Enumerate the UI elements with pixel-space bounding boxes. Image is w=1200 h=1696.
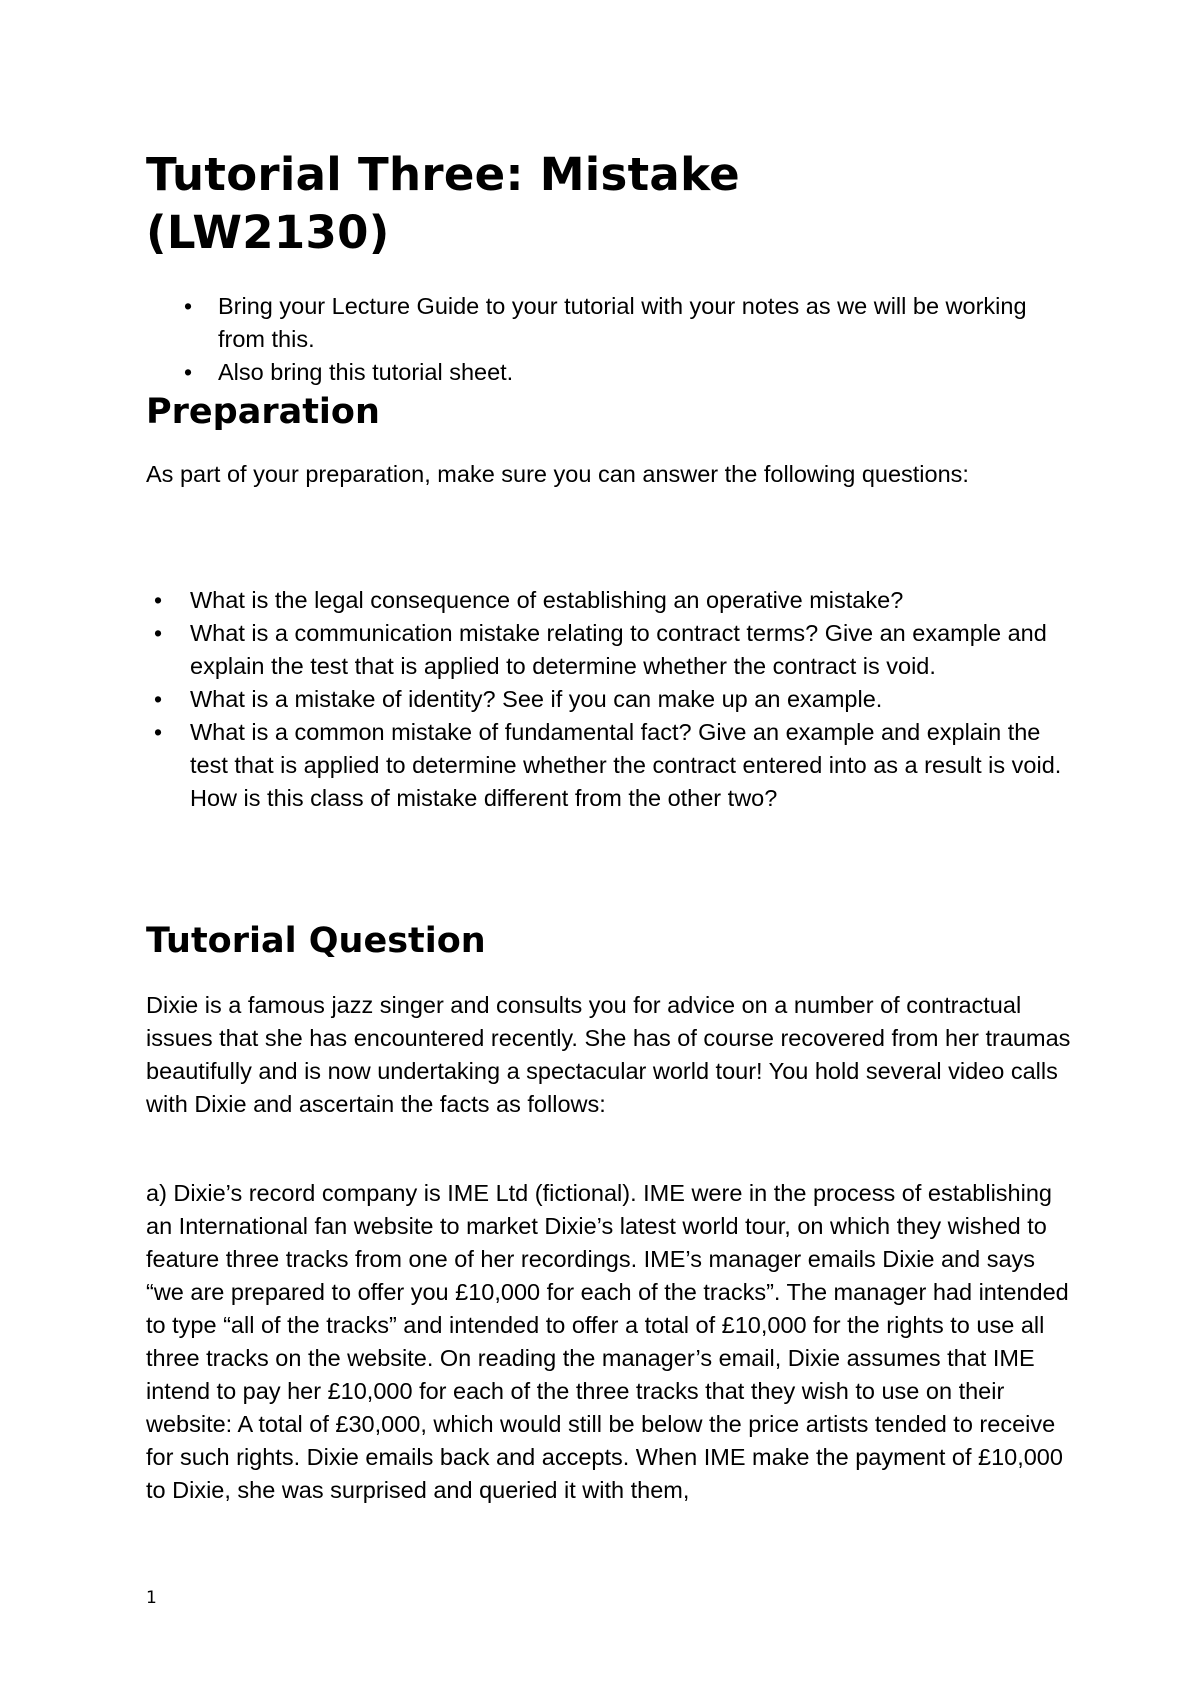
list-item-text: What is a communication mistake relating to contract terms? Give an example and explain the test that is applied to determine whether the contract is void. [190,620,1047,679]
preparation-lead: As part of your preparation, make sure you can answer the following questions: [146,461,969,487]
bullet-icon: • [154,719,163,745]
list-item-text: What is a mistake of identity? See if you can make up an example. [190,686,883,712]
tutorial-question-intro: Dixie is a famous jazz singer and consults you for advice on a number of contractual issues that she has encountered recently. She has of course recovered from her traumas beautifully and is now undertaking a spectacular world tour! You hold several video calls with Dixie and ascertain the facts as follows: [146,992,1071,1117]
list-item-text: Bring your Lecture Guide to your tutorial with your notes as we will be working from this. [218,293,1027,352]
document-title: Tutorial Three: Mistake (LW2130) [146,148,740,259]
bullet-icon: • [154,686,163,712]
bullet-icon: • [184,293,193,319]
list-item [146,617,1076,683]
bullet-icon: • [154,620,163,646]
page-number: 1 [146,1588,157,1608]
list-item-text: What is the legal consequence of establishing an operative mistake? [190,587,904,613]
preparation-heading: Preparation [146,392,380,432]
tutorial-question-part-a: a) Dixie’s record company is IME Ltd (fictional). IME were in the process of establishing an International fan website to market Dixie’s latest world tour, on which they wished to feature three tracks from one of her recordings. IME’s manager emails Dixie and says “we are prepared to offer you £10,000 for each of the tracks”. The manager had intended to type “all of the tracks” and intended to offer a total of £10,000 for the rights to use all three tracks on the website. On reading the manager’s email, Dixie assumes that IME intend to pay her £10,000 for each of the three tracks that they wish to use on their website: A total of £30,000, which would still be below the price artists tended to receive for such rights. Dixie emails back and accepts. When IME make the payment of £10,000 to Dixie, she was surprised and queried it with them, [146,1180,1069,1503]
intro-bullet-list [146,290,1046,389]
preparation-question-list [146,584,1076,815]
list-item [146,356,1046,389]
bullet-icon: • [154,587,163,613]
tutorial-question-heading: Tutorial Question [146,921,486,961]
list-item [146,683,1076,716]
list-item-text: Also bring this tutorial sheet. [218,359,514,385]
list-item [146,584,1076,617]
list-item [146,290,1046,356]
bullet-icon: • [184,359,193,385]
list-item-text: What is a common mistake of fundamental fact? Give an example and explain the test that is applied to determine whether the contract entered into as a result is void. How is this class of mistake different from the other two? [190,719,1062,811]
list-item [146,716,1076,815]
